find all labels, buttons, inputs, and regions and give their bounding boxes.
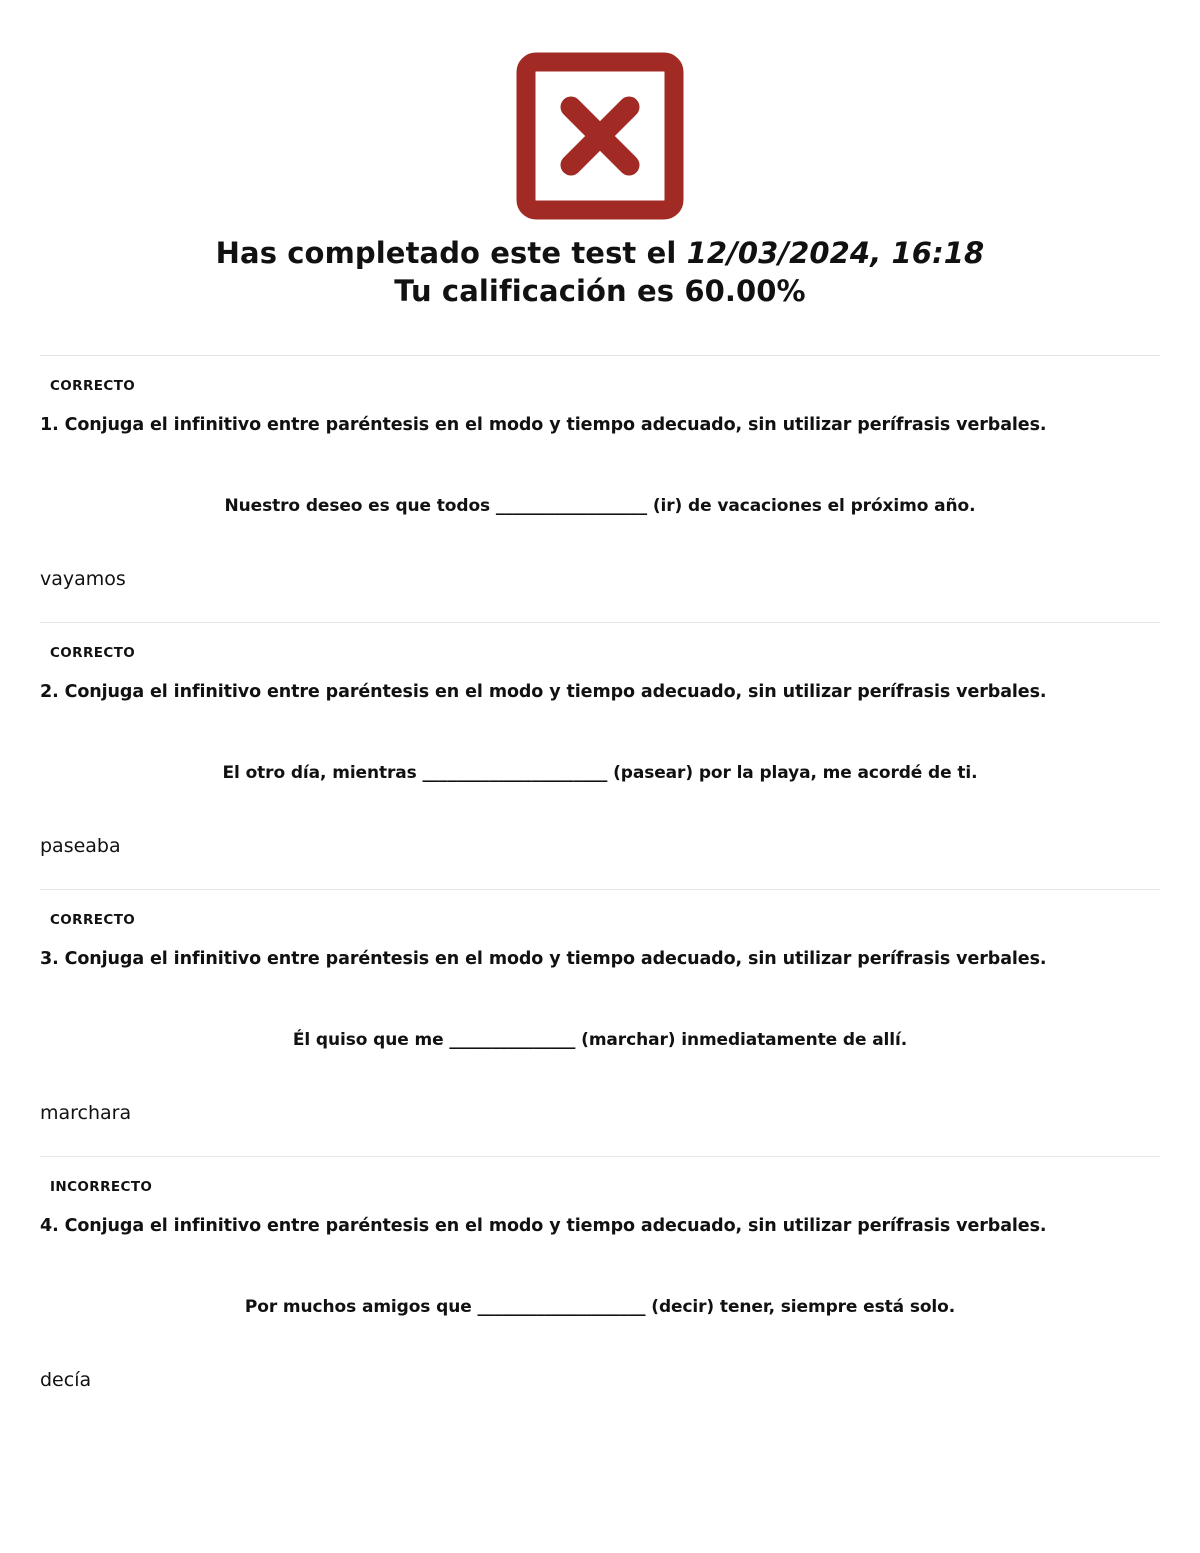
completion-line [0,234,1200,272]
status-badge: CORRECTO [50,377,136,394]
user-answer: decía [40,1369,92,1392]
question-prompt: 1. Conjuga el infinitivo entre paréntesis en el modo y tiempo adecuado, sin utilizar perífrasis verbales. [40,414,1047,435]
question-item [40,356,1160,623]
completed-text: Has completado este test el [215,236,687,270]
error-cross-icon [516,52,684,220]
question-item [40,623,1160,890]
question-item [40,1157,1160,1423]
question-item [40,890,1160,1157]
question-sentence: Él quiso que me _______________ (marchar) inmediatamente de allí. [292,1030,908,1051]
status-badge: CORRECTO [50,911,136,928]
status-badge: INCORRECTO [50,1178,153,1195]
completed-date: 12/03/2024, 16:18 [686,236,985,270]
user-answer: paseaba [40,835,121,858]
questions-list [0,356,1200,1423]
question-prompt: 3. Conjuga el infinitivo entre paréntesis en el modo y tiempo adecuado, sin utilizar perífrasis verbales. [40,948,1047,969]
grade-line: Tu calificación es 60.00% [394,274,806,309]
question-prompt: 4. Conjuga el infinitivo entre paréntesis en el modo y tiempo adecuado, sin utilizar perífrasis verbales. [40,1215,1047,1236]
user-answer: marchara [40,1102,132,1125]
question-prompt: 2. Conjuga el infinitivo entre paréntesis en el modo y tiempo adecuado, sin utilizar perífrasis verbales. [40,681,1047,702]
question-sentence: Por muchos amigos que ____________________ (decir) tener, siempre está solo. [244,1297,956,1318]
result-header [0,0,1200,356]
status-badge: CORRECTO [50,644,136,661]
question-sentence: Nuestro deseo es que todos __________________ (ir) de vacaciones el próximo año. [224,496,976,517]
user-answer: vayamos [40,567,126,590]
question-sentence: El otro día, mientras ______________________ (pasear) por la playa, me acordé de ti. [222,763,978,784]
